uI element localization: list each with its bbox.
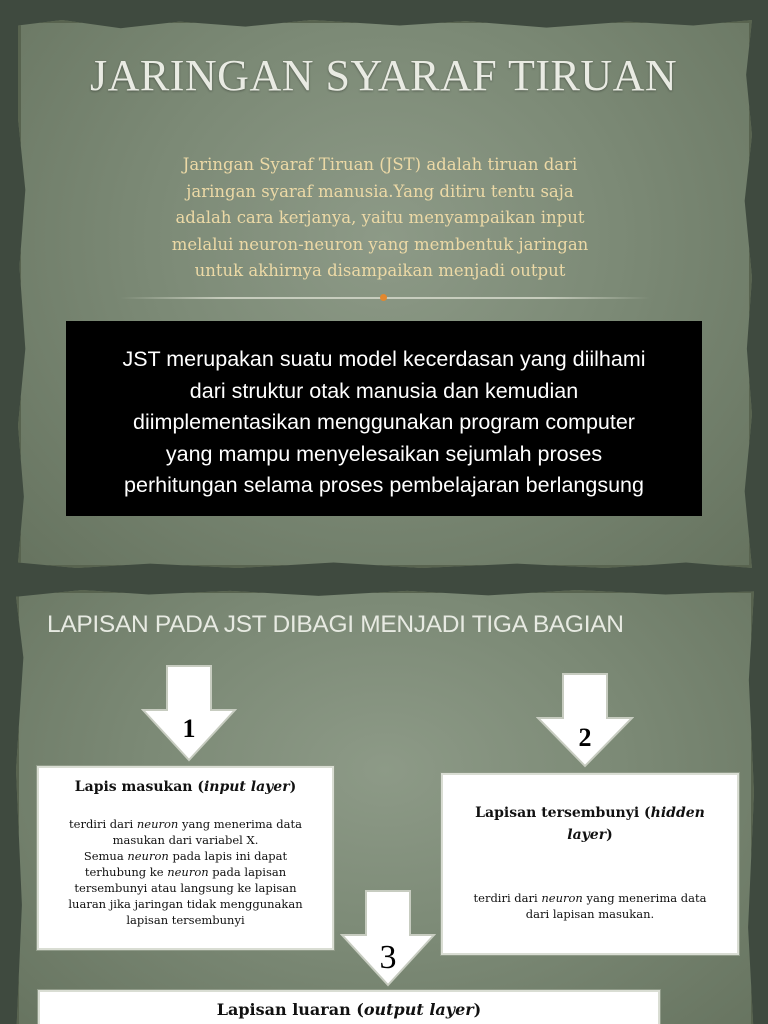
intro-line: adalah cara kerjanya, yaitu menyampaikan input — [175, 208, 585, 227]
definition-line: dari struktur otak manusia dan kemudian — [189, 378, 579, 403]
definition-box — [66, 321, 702, 516]
arrow-1 — [141, 664, 237, 762]
arrow-3-number: 3 — [379, 939, 397, 976]
output-layer-card — [38, 990, 660, 1024]
down-arrow-icon — [141, 664, 237, 762]
slide-1-title: JARINGAN SYARAF TIRUAN — [90, 51, 678, 100]
definition-line: perhitungan selama proses pembelajaran berlangsung — [124, 473, 644, 497]
arrow-1-number: 1 — [182, 714, 196, 743]
arrow-2 — [536, 672, 634, 768]
arrow-3 — [340, 889, 436, 987]
divider-dot — [380, 294, 387, 301]
input-layer-desc: terdiri dari neuron yang menerima data masukan dari variabel X. Semua neuron pada lapis ini dapat terhubung ke neuron pada lapisan tersembunyi atau langsung ke lapisan luaran jika jaringan tidak menggunakan lapisan tersembunyi — [68, 817, 303, 927]
input-layer-title: Lapis masukan (input layer) — [74, 779, 297, 795]
intro-paragraph — [110, 152, 650, 285]
intro-line: melalui neuron-neuron yang membentuk jaringan — [171, 234, 589, 254]
hidden-layer-card — [441, 773, 739, 955]
definition-line: yang mampu menyelesaikan sejumlah proses — [165, 441, 603, 466]
input-layer-card — [37, 766, 334, 950]
intro-line: untuk akhirnya disampaikan menjadi output — [194, 261, 566, 280]
output-layer-title: Lapisan luaran (output layer) — [216, 1000, 482, 1019]
intro-line: Jaringan Syaraf Tiruan (JST) adalah tiruan dari — [182, 155, 578, 174]
definition-line: diimplementasikan menggunakan program computer — [133, 410, 635, 434]
arrow-2-number: 2 — [578, 723, 592, 752]
hidden-layer-title: Lapisan tersembunyi (hidden layer) — [475, 805, 705, 843]
definition-line: JST merupakan suatu model kecerdasan yang diilhami — [122, 347, 646, 371]
down-arrow-icon — [536, 672, 634, 768]
definition-text — [66, 344, 702, 502]
intro-line: jaringan syaraf manusia.Yang ditiru tentu saja — [186, 181, 574, 201]
hidden-layer-desc: terdiri dari neuron yang menerima data dari lapisan masukan. — [473, 891, 707, 921]
slide-2-title: LAPISAN PADA JST DIBAGI MENJADI TIGA BAGIAN — [47, 611, 624, 638]
